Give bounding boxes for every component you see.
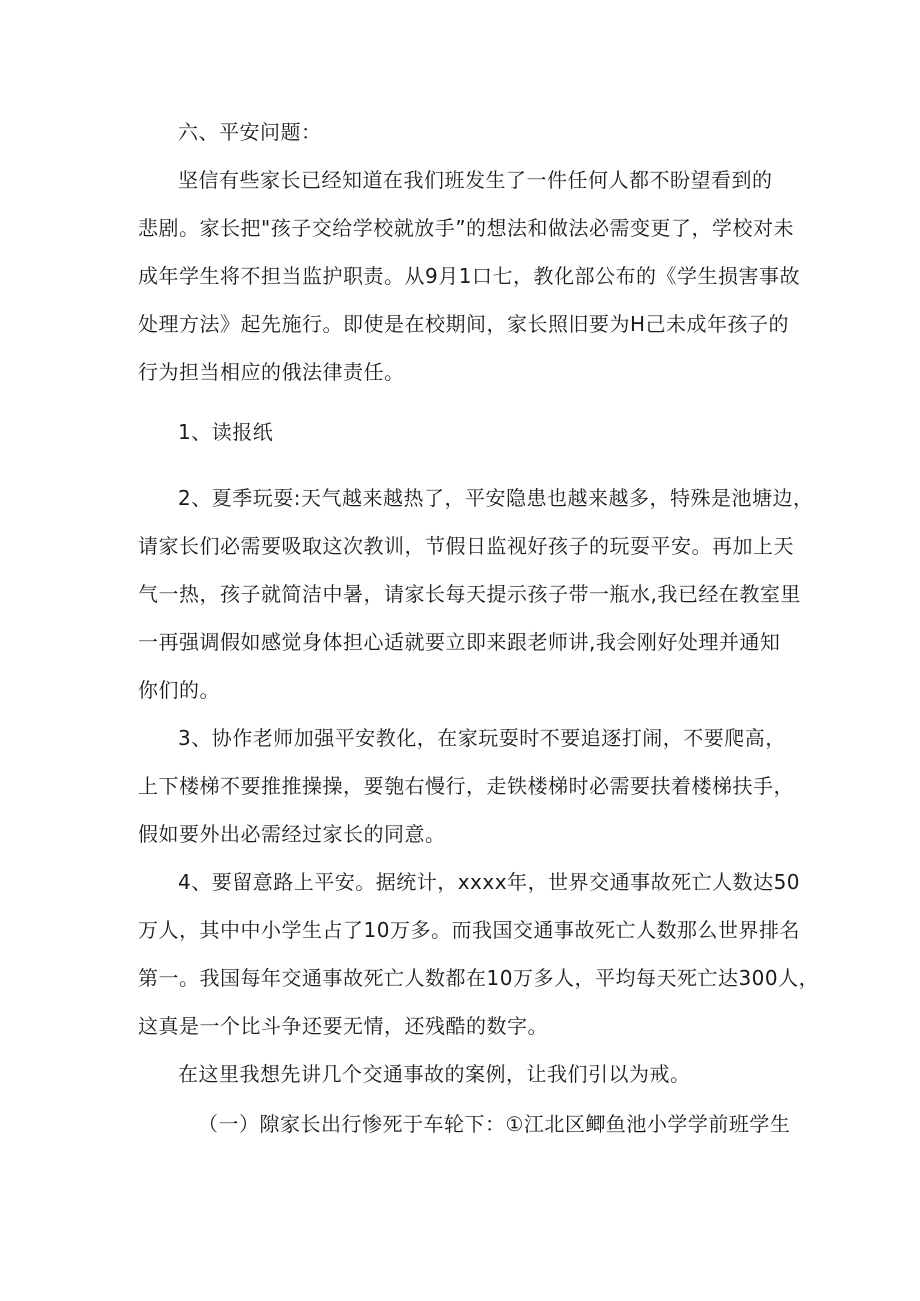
paragraph-line: （一）隙家长出行惨死于车轮下：①江北区鲫鱼池小学学前班学生 <box>198 1112 791 1136</box>
section-heading: 六、平安问题： <box>178 120 322 144</box>
paragraph-line: 4、要留意路上平安。据统计，xxxx年，世界交通事故死亡人数达50 <box>178 870 801 894</box>
paragraph-line: 成年学生将不担当监护职责。从9月1口七，教化部公布的《学生损害事故 <box>138 264 800 288</box>
paragraph-line: 行为担当相应的俄法律责任。 <box>138 360 405 384</box>
paragraph-line: 一再强调假如感觉身体担心适就要立即来跟老师讲,我会刚好处理并通知 <box>138 630 781 654</box>
paragraph-line: 第一。我国每年交通事故死亡人数都在10万多人，平均每天死亡达300人， <box>138 966 820 990</box>
paragraph-line: 万人，其中中小学生占了10万多。而我国交通事故死亡人数那么世界排名 <box>138 918 800 942</box>
paragraph-line: 上下楼梯不要推推操操，要匏右慢行，走铁楼梯时必需要扶着楼梯扶手， <box>138 774 794 798</box>
paragraph-line: 在这里我想先讲几个交通事故的案例，让我们引以为戒。 <box>178 1062 691 1086</box>
paragraph-line: 2、夏季玩耍:天气越来越热了，平安隐患也越来越多，特殊是池塘边， <box>178 486 814 510</box>
paragraph-line: 坚信有些家长已经知道在我们班发生了一件任何人都不盼望看到的 <box>178 168 773 192</box>
paragraph-line: 3、协作老师加强平安教化，在家玩耍时不要追逐打闹，不要爬高， <box>178 726 786 750</box>
paragraph-line: 这真是一个比斗争还要无情，还残酷的数字。 <box>138 1014 548 1038</box>
paragraph-line: 气一热，孩子就简洁中暑，请家长每天提示孩子带一瓶水,我已经在教室里 <box>138 582 801 606</box>
paragraph-line: 处理方法》起先施行。即使是在校期间，家长照旧要为H己未成年孩子的 <box>138 312 790 336</box>
paragraph-line: 假如要外出必需经过家长的同意。 <box>138 822 446 846</box>
paragraph-line: 1、读报纸 <box>178 420 274 444</box>
paragraph-line: 悲剧。家长把"孩子交给学校就放手”的想法和做法必需变更了，学校对未 <box>138 216 795 240</box>
paragraph-line: 请家长们必需要吸取这次教训，节假日监视好孩子的玩耍平安。再加上天 <box>138 534 794 558</box>
paragraph-line: 你们的。 <box>138 678 220 702</box>
